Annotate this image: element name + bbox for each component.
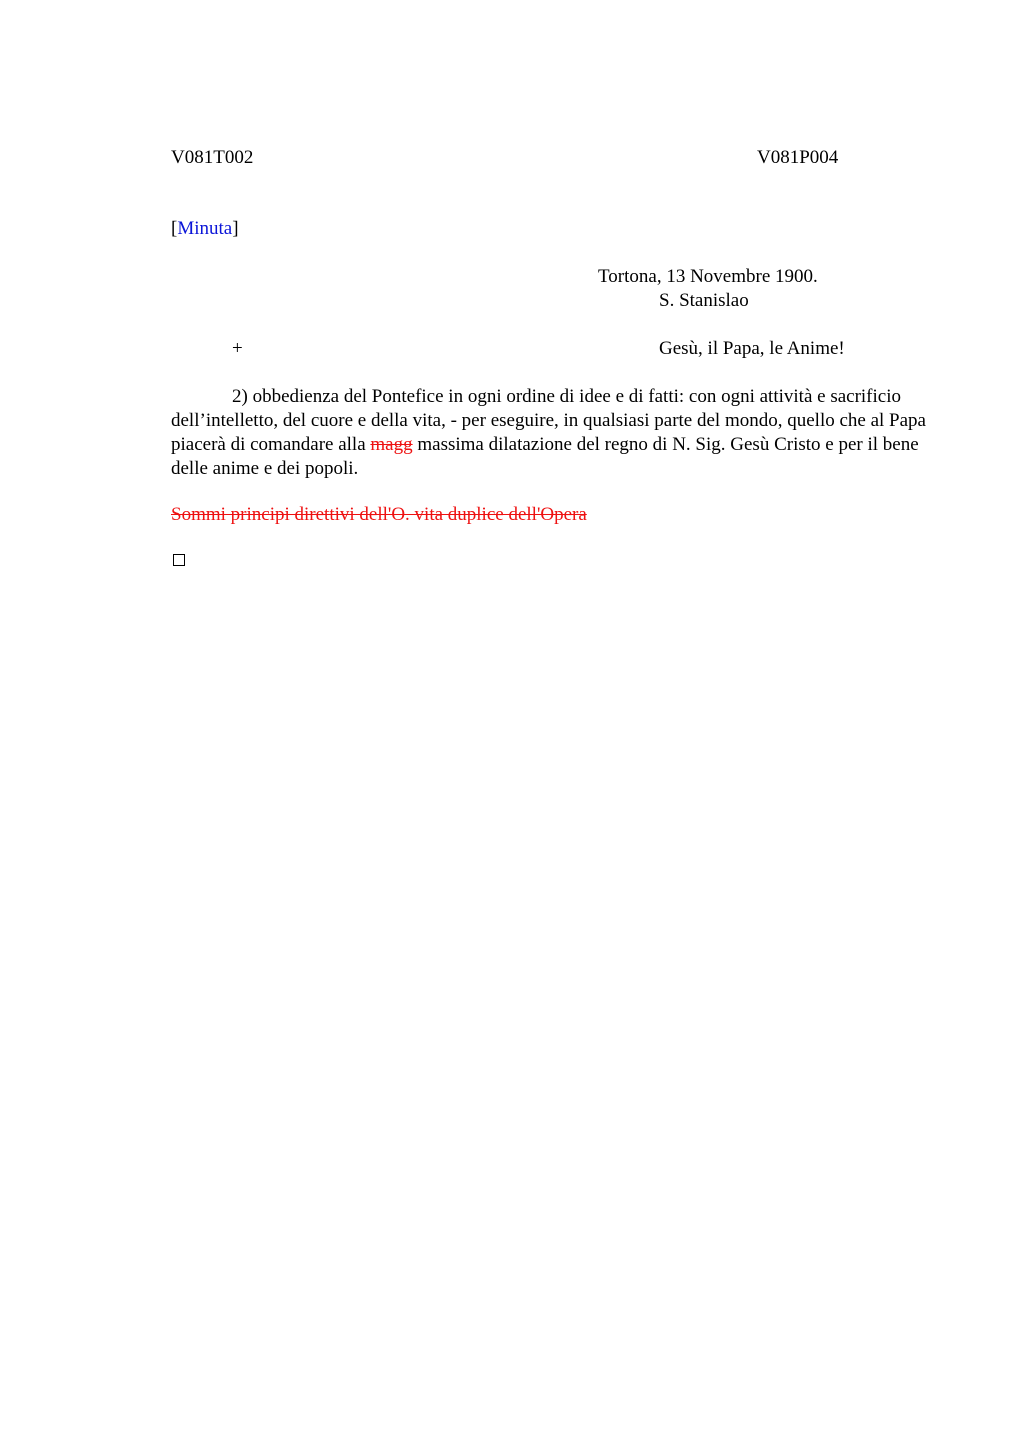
empty-square-icon	[173, 554, 185, 566]
motto: Gesù, il Papa, le Anime!	[659, 338, 845, 359]
saint-name: S. Stanislao	[659, 290, 749, 311]
deleted-heading: Sommi principi direttivi dell'O. vita duplice dell'Opera	[171, 504, 587, 525]
minuta-close-bracket: ]	[232, 218, 239, 239]
minuta-word: Minuta	[177, 218, 233, 239]
body-text-part2: massima dilatazione del regno di N. Sig. Gesù Cristo e per il bene delle anime e dei popoli.	[171, 434, 919, 479]
body-text-part1: 2) obbedienza del Pontefice in ogni ordine di idee e di fatti: con ogni attività e sacrificio dell’intelletto, del cuore e della vita, - per eseguire, in qualsiasi parte del mondo, quello che al Papa piacerà di comandare alla	[171, 386, 926, 455]
cross-symbol: +	[232, 338, 243, 359]
body-paragraph	[171, 385, 931, 481]
place-date: Tortona, 13 Novembre 1900.	[598, 266, 818, 287]
document-code-left: V081T002	[171, 147, 254, 168]
minuta-open-bracket: [	[171, 218, 178, 239]
minuta-label	[171, 218, 239, 240]
document-code-right: V081P004	[757, 147, 839, 168]
deleted-word: magg	[370, 434, 413, 455]
